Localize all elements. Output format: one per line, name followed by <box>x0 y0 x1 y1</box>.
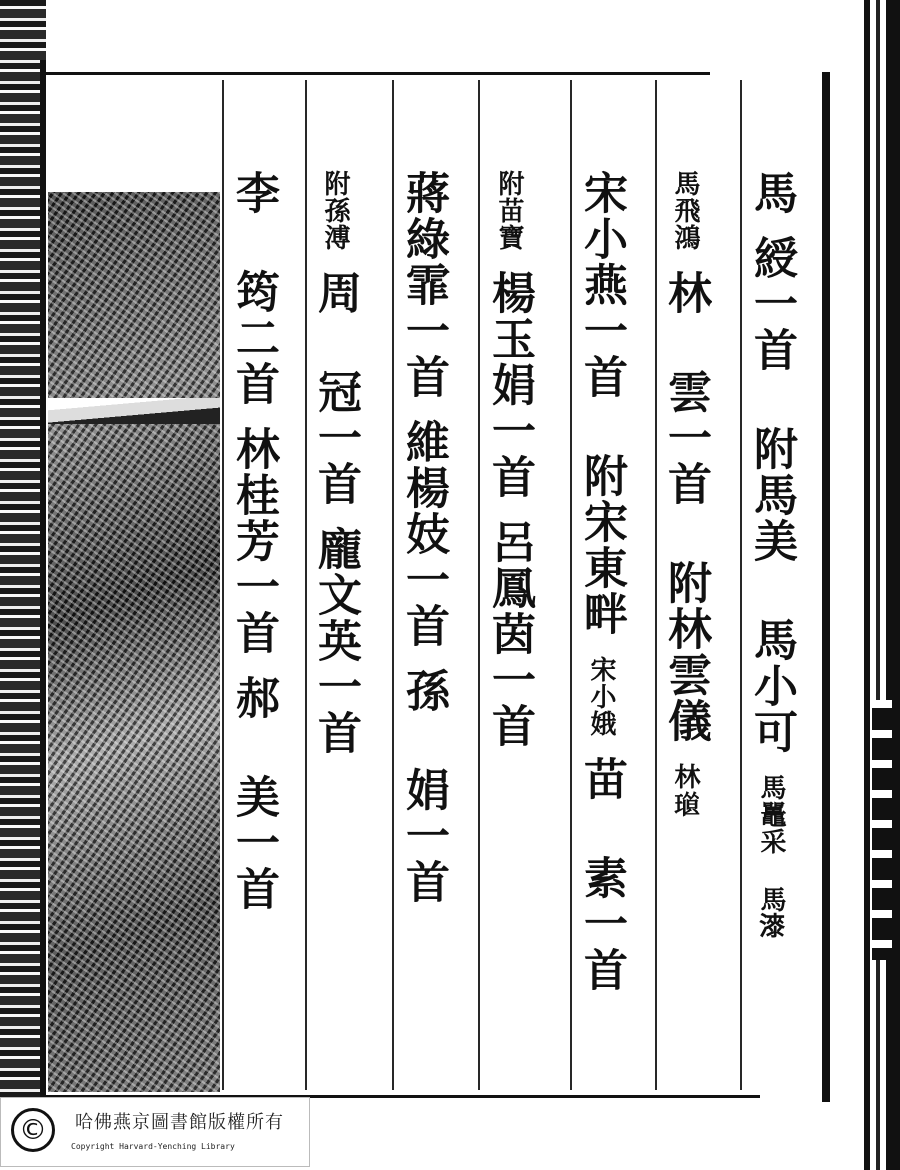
top-border-rule <box>40 72 710 75</box>
column-line: 馬飛鴻 <box>670 170 700 251</box>
column-line: 馬 <box>746 170 797 216</box>
column-line: 楊玉娟一首 <box>484 270 535 500</box>
column-rule <box>655 80 657 1090</box>
right-frame-rule <box>822 72 830 1102</box>
column-rule <box>222 80 224 1090</box>
stamp-english-text: Copyright Harvard-Yenching Library <box>71 1142 235 1151</box>
column-line: 附苗寶 <box>494 170 524 251</box>
column-rule <box>570 80 572 1090</box>
column-rule <box>740 80 742 1090</box>
column-line: 林桂芳一首 <box>228 426 279 656</box>
column-line: 蔣綠霏一首 <box>398 170 449 400</box>
right-edge-mark <box>872 700 892 960</box>
column-rule <box>392 80 394 1090</box>
column-line: 周 冠一首 <box>310 270 361 507</box>
column-line: 附孫溥 <box>320 170 350 251</box>
column-line: 龐文英一首 <box>310 526 361 756</box>
text-column-6 <box>310 170 361 1070</box>
column-line: 宋小娥 <box>586 656 616 737</box>
column-rule <box>305 80 307 1090</box>
stamp-chinese-text: 哈佛燕京圖書館版權所有 <box>75 1112 284 1133</box>
text-column-7 <box>228 170 279 1070</box>
column-line: 馬鼉采 馬𣾰 <box>756 774 786 940</box>
column-line: 郝 美一首 <box>228 675 279 912</box>
text-column-3 <box>576 170 627 1070</box>
column-line: 林𤨜 <box>670 763 700 817</box>
column-line: 李 筠二首 <box>228 170 279 407</box>
right-page-edge <box>858 0 900 1170</box>
column-line: 維楊妓一首 <box>398 419 449 649</box>
photo-crease <box>48 398 220 424</box>
column-line: 呂鳳茵一首 <box>484 519 535 749</box>
column-line: 苗 素一首 <box>576 756 627 993</box>
column-line: 林 雲一首 附林雲儀 <box>660 270 711 744</box>
text-column-1 <box>746 170 797 1070</box>
photo-plate <box>48 192 220 1092</box>
text-column-4 <box>484 170 535 1070</box>
text-column-2 <box>660 170 711 1070</box>
column-line: 宋小燕一首 附宋東畔 <box>576 170 627 637</box>
column-rule <box>478 80 480 1090</box>
column-line: 孫 娟一首 <box>398 668 449 905</box>
copyright-icon: © <box>11 1108 55 1152</box>
text-column-5 <box>398 170 449 1070</box>
library-copyright-stamp <box>0 1097 310 1167</box>
column-line: 綬一首 附馬美 馬小可 <box>746 235 797 755</box>
left-binding-rule <box>40 60 46 1110</box>
